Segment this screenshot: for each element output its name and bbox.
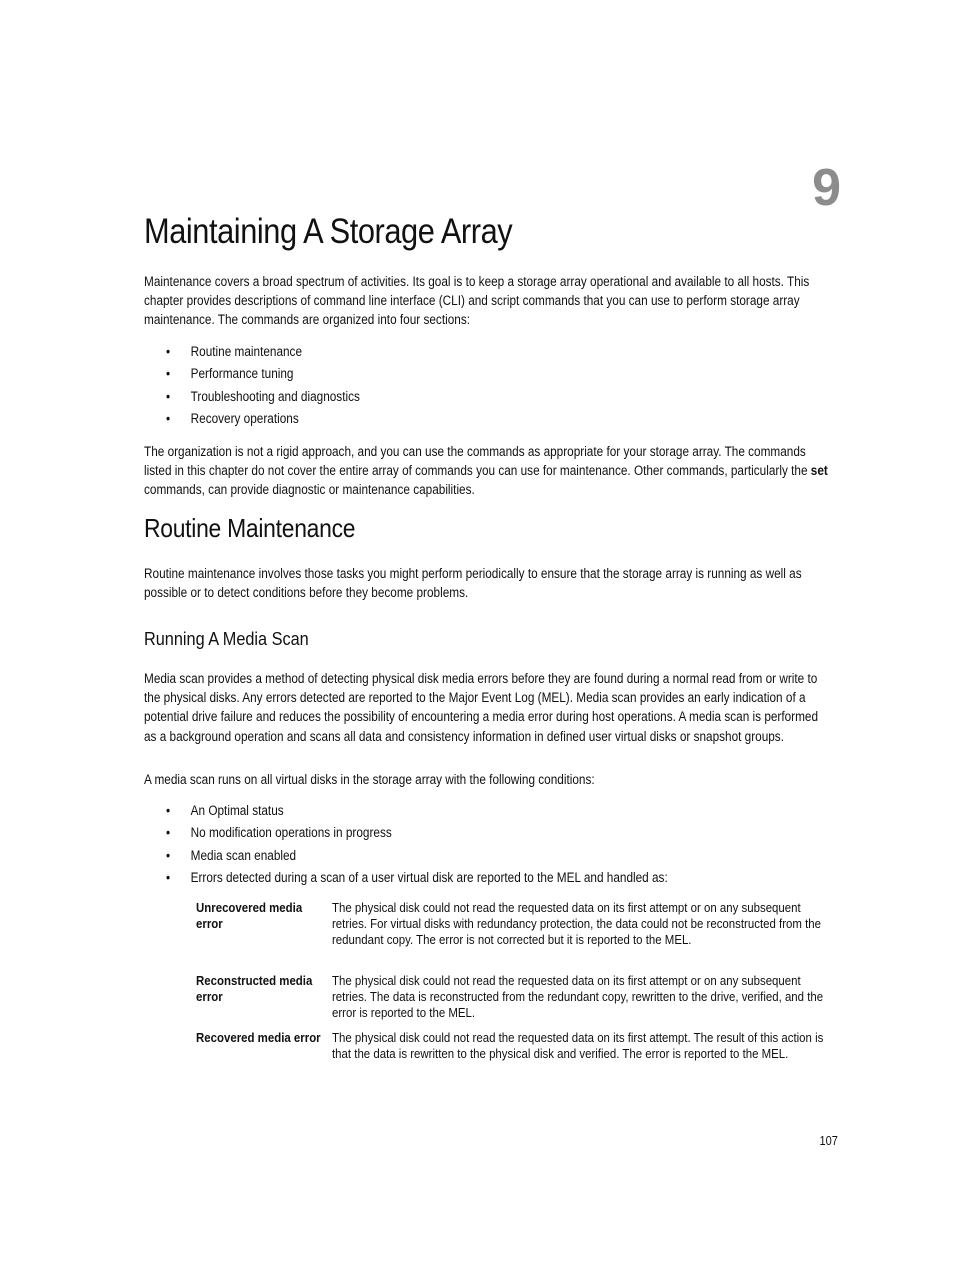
media-scan-heading: Running A Media Scan	[144, 628, 309, 649]
intro-paragraph: Maintenance covers a broad spectrum of activities. Its goal is to keep a storage array operational and available to all hosts. This chapter provides descriptions of command line interface (CLI) and script commands that you can use to perform storage array maintenance. The commands are organized into four sections:	[144, 274, 810, 328]
bullet-icon: •	[166, 847, 171, 863]
bullet-icon: •	[166, 344, 171, 359]
definition-description: The physical disk could not read the requested data on its first attempt. The result of this action is that the data is rewritten to the physical disk and verified. The error is reported to the MEL.	[332, 1030, 824, 1061]
list-item: • No modification operations in progress	[166, 822, 668, 844]
list-item: • Media scan enabled	[166, 845, 668, 867]
list-item: • Routine maintenance	[166, 341, 360, 363]
page-number: 107	[819, 1134, 838, 1148]
chapter-title: Maintaining A Storage Array	[144, 212, 513, 251]
bullet-icon: •	[166, 869, 171, 885]
intro-closing-paragraph: The organization is not a rigid approach, and you can use the commands as appropriate for your storage array. The commands listed in this chapter do not cover the entire array of commands you can use for maintenance. Other commands, particularly the set commands, can provide diagnostic or maintenance capabilities.	[144, 444, 828, 498]
media-scan-paragraph: Media scan provides a method of detecting physical disk media errors before they are found during a normal read from or write to the physical disks. Any errors detected are reported to the Major Event Log (MEL). Media scan provides an early indication of a potential drive failure and reduces the possibility of encountering a media error during host operations. A media scan is performed as a background operation and scans all data and consistency information in defined user virtual disks or snapshot groups.	[144, 671, 819, 744]
list-item: • Errors detected during a scan of a user virtual disk are reported to the MEL and handled as:	[166, 867, 668, 889]
bullet-icon: •	[166, 410, 171, 426]
definition-term: Unrecovered media error	[196, 900, 303, 931]
intro-section-list	[166, 341, 360, 430]
definition-term: Recovered media error	[196, 1030, 321, 1045]
chapter-number: 9	[812, 159, 840, 217]
list-item: • Performance tuning	[166, 363, 360, 385]
definition-description: The physical disk could not read the requested data on its first attempt or on any subsequent retries. For virtual disks with redundancy protection, the data could not be reconstructed from the redundant copy. The error is not corrected but it is reported to the MEL.	[332, 900, 821, 947]
list-item: • Troubleshooting and diagnostics	[166, 386, 360, 408]
bullet-icon: •	[166, 366, 171, 382]
list-item: • Recovery operations	[166, 408, 360, 430]
list-item: • An Optimal status	[166, 800, 668, 822]
routine-maintenance-heading: Routine Maintenance	[144, 513, 356, 543]
bullet-icon: •	[166, 388, 171, 404]
definition-description: The physical disk could not read the requested data on its first attempt or on any subsequent retries. The data is reconstructed from the redundant copy, rewritten to the drive, verified, and the error is reported to the MEL.	[332, 973, 824, 1020]
routine-maintenance-paragraph: Routine maintenance involves those tasks you might perform periodically to ensure that the storage array is running as well as possible or to detect conditions before they become problems.	[144, 566, 802, 601]
set-command-code: set	[810, 463, 828, 479]
media-scan-conditions-intro: A media scan runs on all virtual disks in the storage array with the following conditions:	[144, 772, 595, 787]
definition-term: Reconstructed media error	[196, 973, 313, 1004]
media-scan-condition-list	[166, 800, 668, 889]
bullet-icon: •	[166, 825, 171, 841]
bullet-icon: •	[166, 803, 171, 818]
